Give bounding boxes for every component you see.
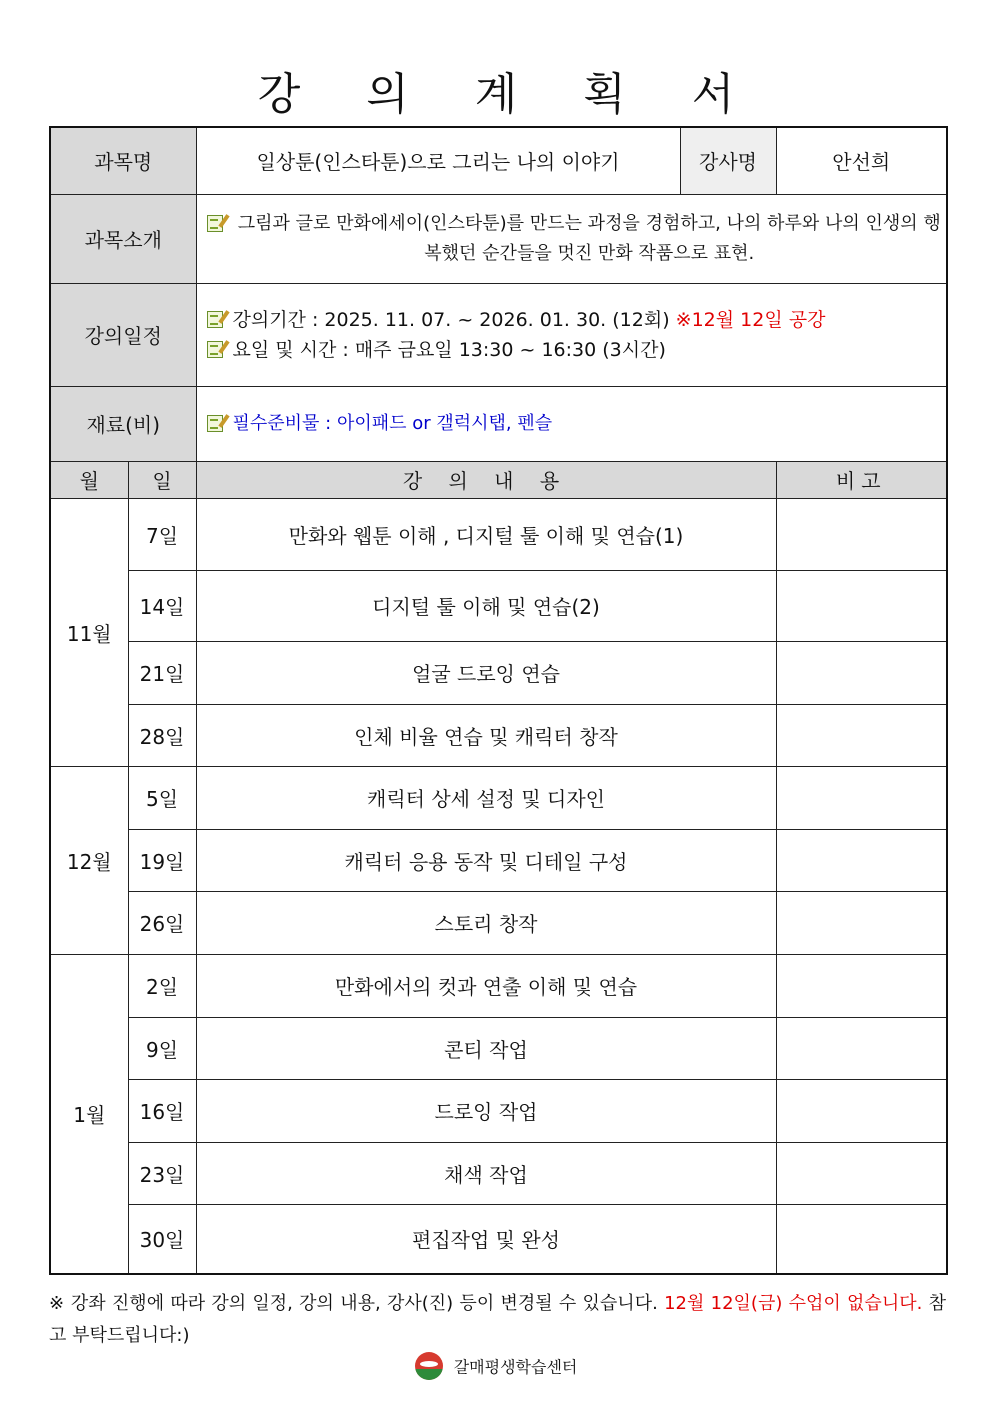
day-cell: 2일 [128, 954, 196, 1017]
content-header: 강 의 내 용 [196, 461, 776, 498]
intro-label: 과목소개 [50, 194, 196, 283]
day-header: 일 [128, 461, 196, 498]
remark-cell [776, 1142, 947, 1204]
table-row [50, 891, 947, 954]
notice-text: ※ 강좌 진행에 따라 강의 일정, 강의 내용, 강사(진) 등이 변경될 수 있습니다. [49, 1293, 658, 1314]
table-row [50, 1017, 947, 1079]
notice [49, 1288, 946, 1352]
table-row [50, 570, 947, 641]
remark-cell [776, 641, 947, 704]
table-row [50, 766, 947, 829]
table-row [50, 1142, 947, 1204]
materials-label: 재료(비) [50, 386, 196, 461]
day-cell: 23일 [128, 1142, 196, 1204]
content-cell: 스토리 창작 [196, 891, 776, 954]
schedule-period: 강의기간 : 2025. 11. 07. ~ 2026. 01. 30. (12회) [232, 308, 670, 331]
day-cell: 30일 [128, 1204, 196, 1274]
remark-cell [776, 829, 947, 891]
content-cell: 얼굴 드로잉 연습 [196, 641, 776, 704]
intro-cell [196, 194, 947, 283]
content-cell: 편집작업 및 완성 [196, 1204, 776, 1274]
content-cell: 콘티 작업 [196, 1017, 776, 1079]
footer [0, 1352, 992, 1380]
instructor-label: 강사명 [680, 127, 776, 194]
day-cell: 14일 [128, 570, 196, 641]
org-name: 갈매평생학습센터 [453, 1357, 578, 1377]
content-cell: 드로잉 작업 [196, 1079, 776, 1142]
remark-cell [776, 1079, 947, 1142]
day-cell: 16일 [128, 1079, 196, 1142]
notice-highlight: 12월 12일(금) 수업이 없습니다. [664, 1293, 923, 1314]
remark-cell [776, 1017, 947, 1079]
materials-cell [196, 386, 947, 461]
instructor-value: 안선희 [776, 127, 947, 194]
table-row [50, 641, 947, 704]
month-header: 월 [50, 461, 128, 498]
schedule-label: 강의일정 [50, 283, 196, 386]
table-row [50, 498, 947, 570]
day-cell: 9일 [128, 1017, 196, 1079]
day-cell: 19일 [128, 829, 196, 891]
notice-tail: 참고 부탁드립니다:) [49, 1293, 946, 1346]
content-cell: 캐릭터 응용 동작 및 디테일 구성 [196, 829, 776, 891]
remark-cell [776, 891, 947, 954]
day-cell: 21일 [128, 641, 196, 704]
day-cell: 26일 [128, 891, 196, 954]
content-cell: 채색 작업 [196, 1142, 776, 1204]
lecture-plan-table [49, 126, 948, 1275]
subject-label: 과목명 [50, 127, 196, 194]
subject-value: 일상툰(인스타툰)으로 그리는 나의 이야기 [196, 127, 680, 194]
day-cell: 28일 [128, 704, 196, 766]
day-cell: 7일 [128, 498, 196, 570]
schedule-time-prefix: 요일 및 시간 : 매주 [232, 338, 392, 361]
content-cell: 만화에서의 컷과 연출 이해 및 연습 [196, 954, 776, 1017]
memo-icon [207, 311, 223, 328]
content-cell: 인체 비율 연습 및 캐릭터 창작 [196, 704, 776, 766]
remark-cell [776, 498, 947, 570]
content-cell: 캐릭터 상세 설정 및 디자인 [196, 766, 776, 829]
center-logo-icon [415, 1352, 443, 1380]
remark-cell [776, 954, 947, 1017]
remark-cell [776, 704, 947, 766]
table-row [50, 704, 947, 766]
document-title: 강 의 계 획 서 [257, 69, 761, 120]
schedule-period-note: ※12월 12일 공강 [675, 308, 826, 331]
day-cell: 5일 [128, 766, 196, 829]
table-row [50, 1204, 947, 1274]
remark-cell [776, 1204, 947, 1274]
memo-icon [207, 341, 223, 358]
month-cell: 1월 [50, 954, 128, 1274]
content-cell: 만화와 웹툰 이해 , 디지털 툴 이해 및 연습(1) [196, 498, 776, 570]
month-cell: 12월 [50, 766, 128, 954]
table-row [50, 954, 947, 1017]
table-row [50, 829, 947, 891]
intro-text: 그림과 글로 만화에세이(인스타툰)를 만드는 과정을 경험하고, 나의 하루와 나의 인생의 행복했던 순간들을 멋진 만화 작품으로 표현. [237, 212, 941, 264]
memo-icon [207, 215, 223, 232]
schedule-time-value: 금요일 13:30 ~ 16:30 (3시간) [397, 338, 666, 361]
materials-text: 필수준비물 : 아이패드 or 갤럭시탭, 펜슬 [232, 412, 553, 434]
memo-icon [207, 415, 223, 432]
month-cell: 11월 [50, 498, 128, 766]
content-cell: 디지털 툴 이해 및 연습(2) [196, 570, 776, 641]
remark-cell [776, 766, 947, 829]
table-row [50, 1079, 947, 1142]
remarks-header: 비고 [776, 461, 947, 498]
schedule-cell [196, 283, 947, 386]
remark-cell [776, 570, 947, 641]
